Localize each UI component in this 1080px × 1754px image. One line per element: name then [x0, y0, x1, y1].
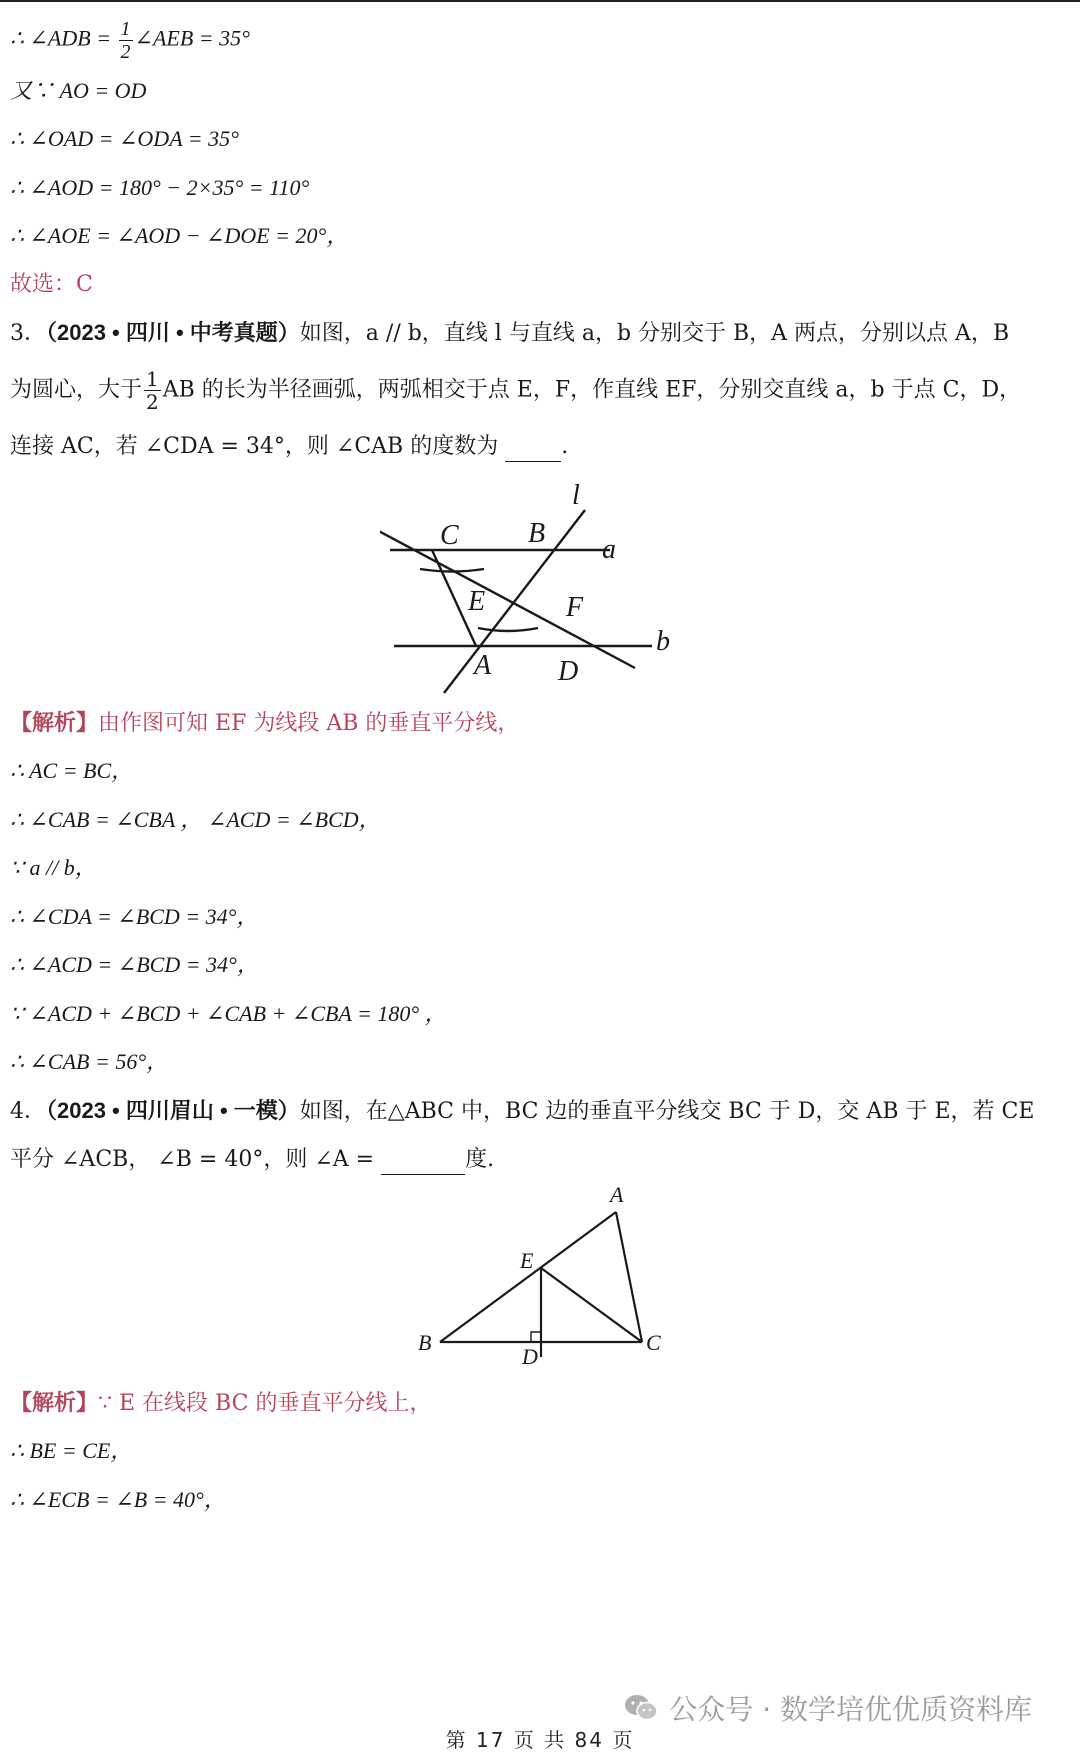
question-3-line-1: [10, 318, 1009, 349]
solution-line-2: 又∵ AO = OD: [10, 78, 147, 103]
question-3-line-3: [10, 432, 568, 462]
label-l: l: [572, 480, 580, 511]
right-angle-mark: [531, 1332, 541, 1342]
solution-3-step-1: ∴ AC = BC，: [10, 758, 134, 783]
fraction-half: [144, 368, 161, 413]
answer-blank[interactable]: [505, 439, 561, 462]
solution-3-step-4: ∴ ∠CDA = ∠BCD = 34°，: [10, 904, 259, 929]
label-e: E: [520, 1248, 534, 1273]
analysis-tag: 【解析】: [10, 1390, 99, 1415]
question-4-line-2: [10, 1145, 494, 1175]
question-source: （2023 • 四川眉山 • 一模）: [46, 1098, 300, 1123]
line-1-tail: ∠AEB = 35°: [134, 25, 250, 51]
label-b-point: B: [528, 518, 546, 549]
wechat-icon: [623, 1693, 659, 1723]
question-text: 如图，在△ABC 中，BC 边的垂直平分线交 BC 于 D，交 AB 于 E，若 CE: [299, 1099, 1035, 1124]
label-a-point: A: [474, 650, 492, 681]
question-text-end: 度.: [465, 1147, 495, 1172]
question-text-end: .: [561, 434, 569, 459]
solution-3-step-3: ∵ a // b，: [10, 855, 97, 880]
watermark: [623, 1688, 1032, 1728]
question-text: 为圆心，大于: [10, 377, 143, 403]
side-ba: [440, 1212, 616, 1342]
solution-4-intro: [10, 1388, 431, 1419]
answer-blank[interactable]: [381, 1152, 465, 1175]
fraction-half: [119, 18, 133, 63]
label-a: A: [610, 1182, 624, 1207]
solution-3-step-7: ∴ ∠CAB = 56°，: [10, 1049, 169, 1074]
side-ac: [616, 1212, 642, 1342]
question-3-line-2: [10, 368, 1021, 413]
segment-ce: [541, 1268, 642, 1342]
label-d: D: [522, 1344, 538, 1369]
watermark-text: 公众号 · 数学培优优质资料库: [669, 1693, 1032, 1726]
analysis-tag: 【解析】: [10, 710, 99, 735]
top-rule: [0, 0, 1080, 2]
fraction-den: 2: [120, 41, 131, 63]
label-b: b: [656, 626, 670, 657]
question-text: AB 的长为半径画弧，两弧相交于点 E，F，作直线 EF，分别交直线 a，b 于点 C，D，: [162, 377, 1022, 403]
solution-line-3: ∴ ∠OAD = ∠ODA = 35°: [10, 126, 239, 151]
analysis-text: 由作图可知 EF 为线段 AB 的垂直平分线，: [98, 711, 520, 736]
fraction-num: 1: [146, 367, 159, 391]
solution-3-step-6: ∵ ∠ACD + ∠BCD + ∠CAB + ∠CBA = 180° ，: [10, 1001, 447, 1026]
solution-line-1: [10, 18, 250, 63]
analysis-text: ∵ E 在线段 BC 的垂直平分线上，: [98, 1391, 432, 1416]
question-text: 如图，a // b，直线 l 与直线 a，b 分别交于 B，A 两点，分别以点 A，B: [299, 321, 1010, 346]
label-a: a: [602, 534, 616, 565]
fraction-den: 2: [146, 390, 159, 414]
label-c: C: [440, 520, 459, 551]
label-e: E: [468, 586, 486, 617]
label-c: C: [646, 1330, 661, 1355]
question-3-figure: [380, 470, 700, 710]
fraction-num: 1: [120, 18, 131, 40]
question-number: 3．: [10, 321, 46, 346]
question-number: 4．: [10, 1099, 46, 1124]
question-source: （2023 • 四川 • 中考真题）: [46, 320, 300, 345]
page-footer: 第 17 页 共 84 页: [445, 1728, 635, 1752]
question-text: 平分 ∠ACB， ∠B = 40°，则 ∠A =: [10, 1147, 382, 1172]
answer-choice: 故选：C: [10, 272, 93, 297]
label-b: B: [418, 1330, 432, 1355]
solution-4-step-2: ∴ ∠ECB = ∠B = 40°，: [10, 1487, 226, 1512]
label-f: F: [566, 592, 584, 623]
question-4-figure: [410, 1182, 670, 1382]
solution-4-step-1: ∴ BE = CE，: [10, 1438, 133, 1463]
solution-3-step-5: ∴ ∠ACD = ∠BCD = 34°，: [10, 952, 259, 977]
question-text: 连接 AC，若 ∠CDA = 34°，则 ∠CAB 的度数为: [10, 434, 499, 459]
solution-3-intro: [10, 708, 519, 739]
solution-line-4: ∴ ∠AOD = 180° − 2×35° = 110°: [10, 175, 310, 200]
label-d: D: [558, 656, 579, 687]
question-4-line-1: [10, 1096, 1034, 1127]
solution-line-5: ∴ ∠AOE = ∠AOD − ∠DOE = 20°，: [10, 223, 349, 248]
line-1-head: ∴ ∠ADB =: [10, 25, 117, 51]
solution-3-step-2: ∴ ∠CAB = ∠CBA ， ∠ACD = ∠BCD，: [10, 807, 381, 832]
arc-f: [478, 628, 538, 631]
